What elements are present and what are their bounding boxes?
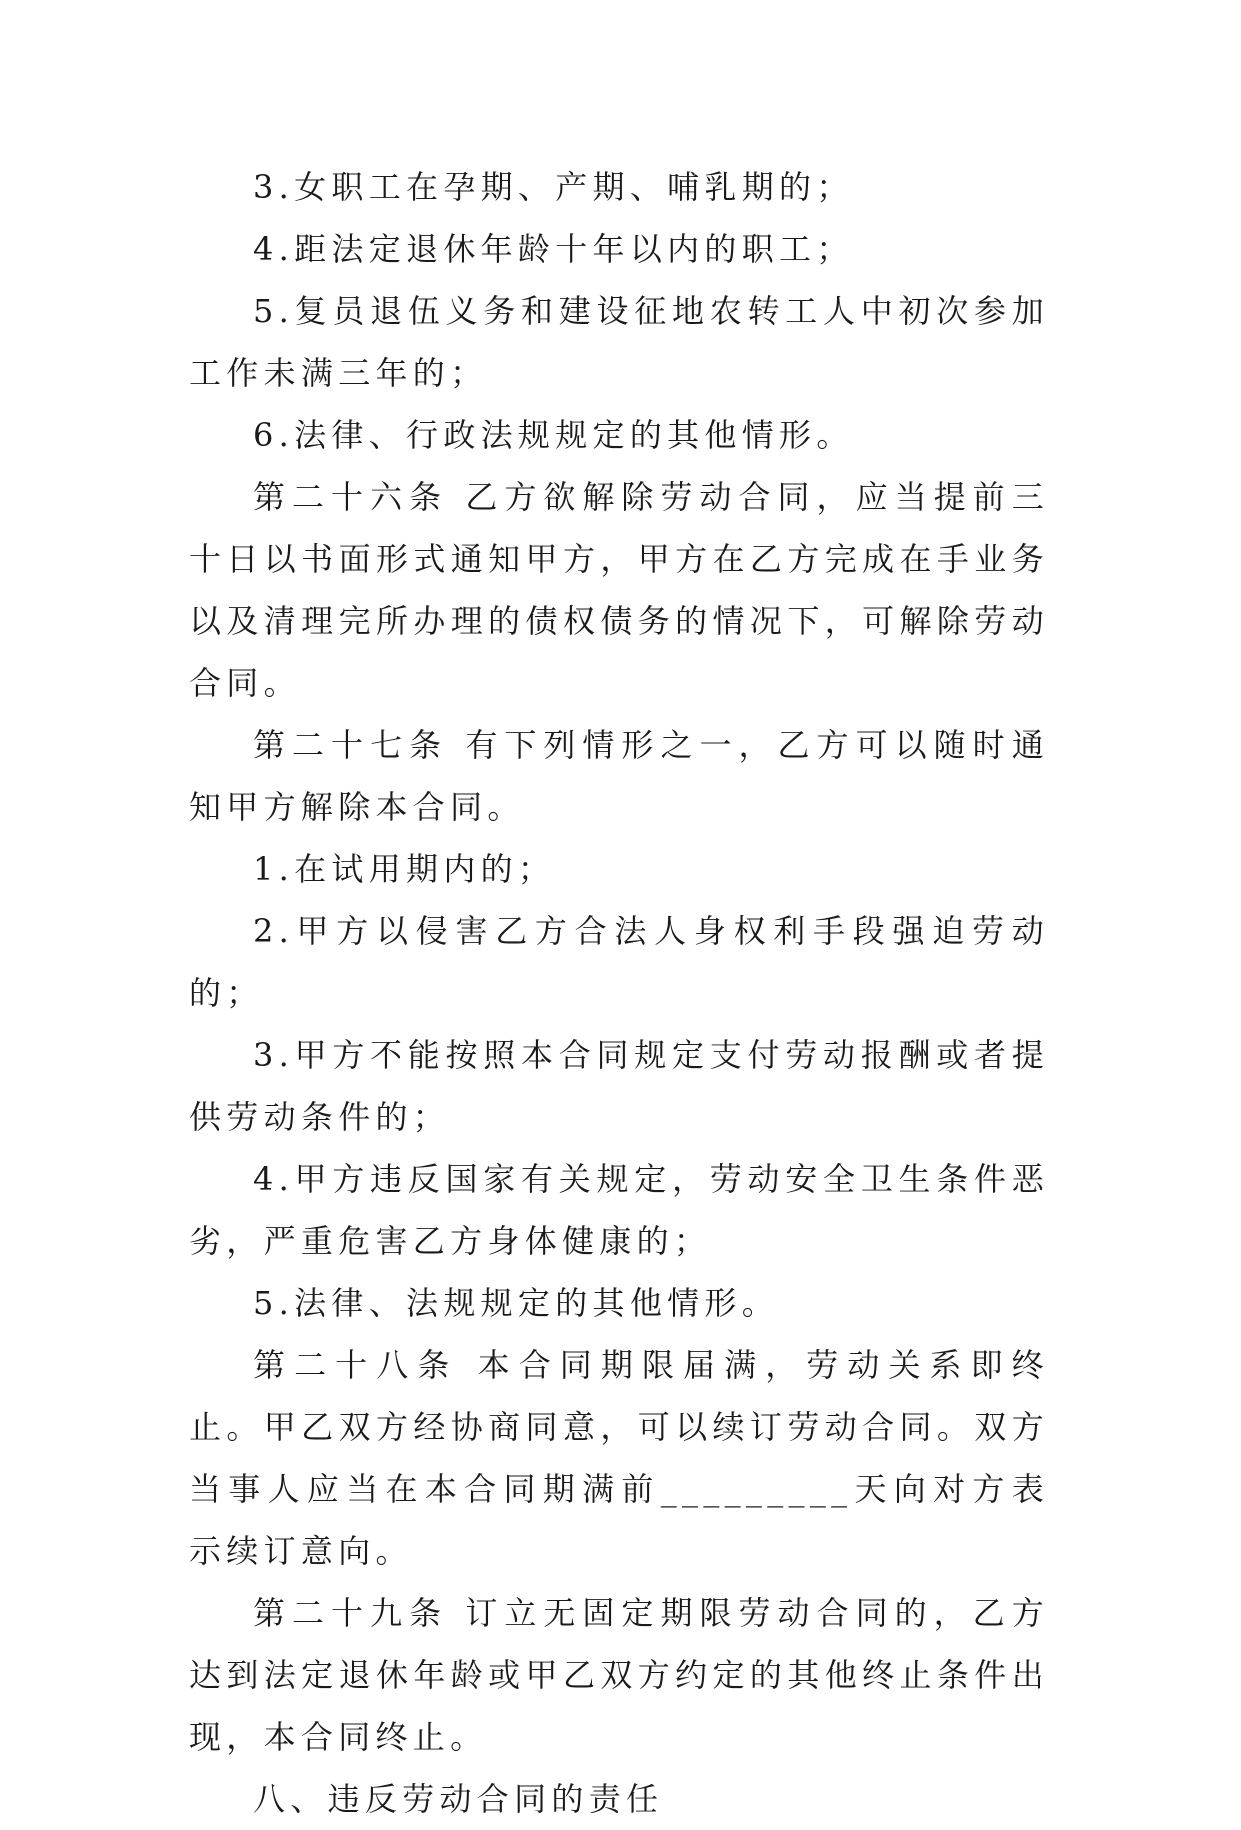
paragraph-item-4-retirement: 4.距法定退休年龄十年以内的职工； [253,230,854,268]
paragraph-art27-item-5: 5.法律、法规规定的其他情形。 [253,1284,780,1322]
paragraph-art27-item-3: 3.甲方不能按照本合同规定支付劳动报酬或者提供劳动条件的； [189,1036,1049,1136]
paragraph-item-5-veterans: 5.复员退伍义务和建设征地农转工人中初次参加工作未满三年的； [189,292,1049,392]
paragraph-article-27: 第二十七条 有下列情形之一，乙方可以随时通知甲方解除本合同。 [189,726,1049,826]
paragraph-article-28: 第二十八条 本合同期限届满，劳动关系即终止。甲乙双方经协商同意，可以续订劳动合同。双方当事人应当在本合同期满前_________天向对方表示续订意向。 [189,1346,1049,1570]
paragraph-article-26: 第二十六条 乙方欲解除劳动合同，应当提前三十日以书面形式通知甲方，甲方在乙方完成在手业务以及清理完所办理的债权债务的情况下，可解除劳动合同。 [189,478,1049,702]
paragraph-item-3-pregnancy: 3.女职工在孕期、产期、哺乳期的； [253,168,854,206]
paragraph-art27-item-4: 4.甲方违反国家有关规定，劳动安全卫生条件恶劣，严重危害乙方身体健康的； [189,1160,1049,1260]
document-page [189,156,1049,1830]
paragraph-art27-item-2: 2.甲方以侵害乙方合法人身权利手段强迫劳动的； [189,912,1049,1012]
paragraph-article-29: 第二十九条 订立无固定期限劳动合同的，乙方达到法定退休年龄或甲乙双方约定的其他终止条件出现，本合同终止。 [189,1594,1049,1756]
paragraph-item-6-other: 6.法律、行政法规规定的其他情形。 [253,416,854,454]
section-heading-8: 八、违反劳动合同的责任 [253,1780,664,1818]
paragraph-art27-item-1: 1.在试用期内的； [253,850,556,888]
